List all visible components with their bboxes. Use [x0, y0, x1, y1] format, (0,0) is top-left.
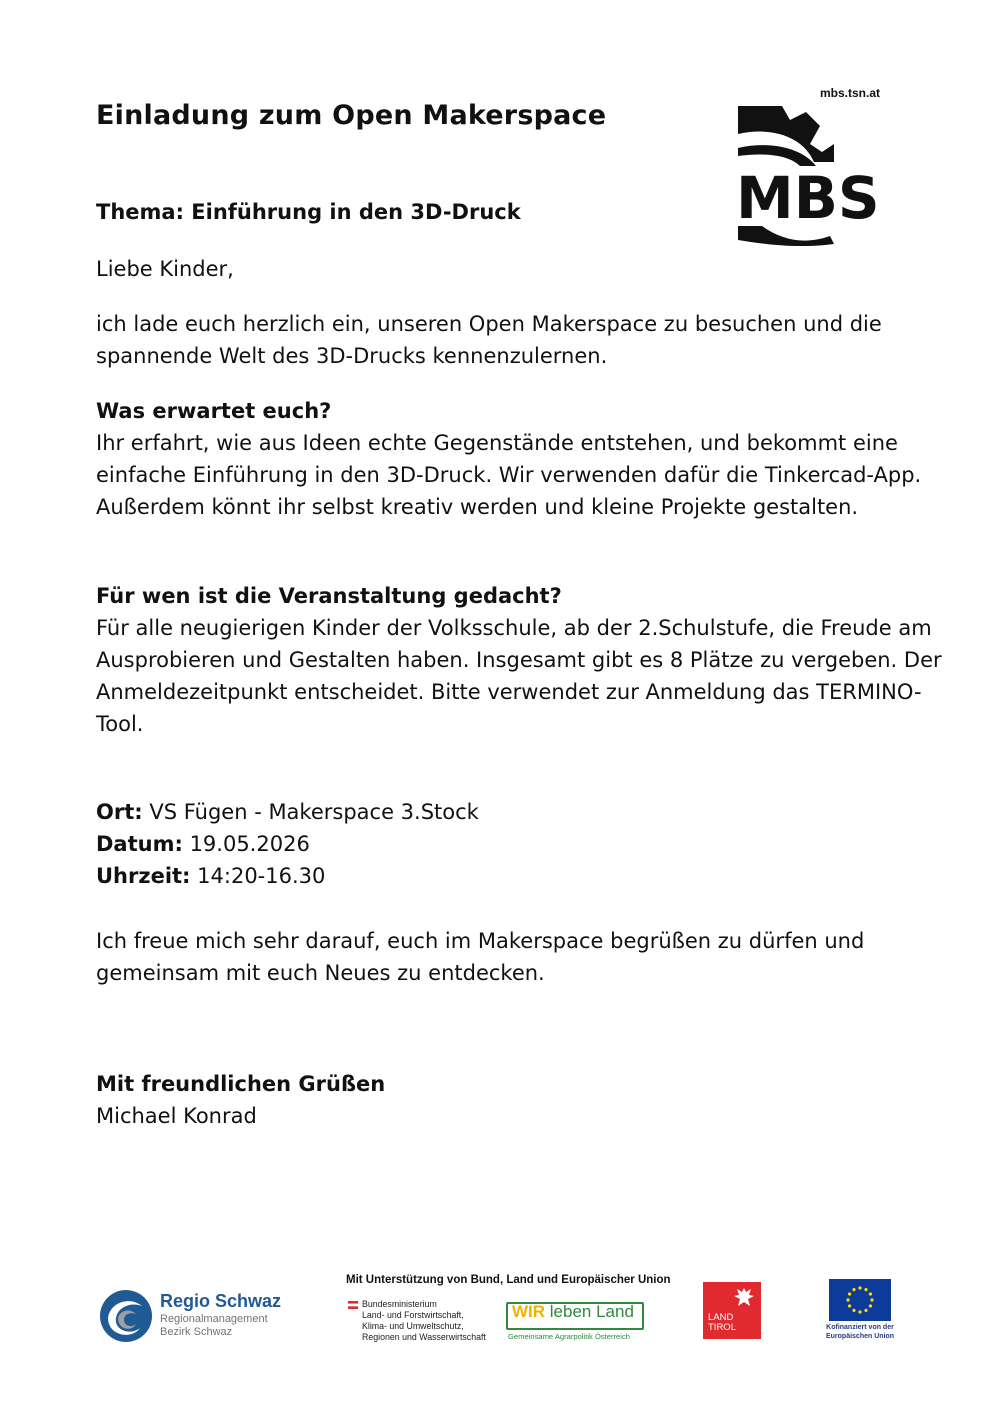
location-row [96, 796, 946, 828]
eu-cofinanced-logo [820, 1279, 900, 1345]
wir-subline: Gemeinsame Agrarpolitik Österreich [508, 1332, 630, 1341]
greeting: Liebe Kinder, [96, 257, 234, 281]
audience-paragraph: Für alle neugierigen Kinder der Volksschule, ab der 2.Schulstufe, die Freude am Ausprobieren und Gestalten haben. Insgesamt gibt es 8 Plätze zu vergeben. Der Anmeldezeitpunkt entscheidet. Bitte verwendet zur Anmeldung das TERMINO-Tool. [96, 616, 942, 736]
regio-schwaz-logo [98, 1286, 298, 1346]
support-line: Mit Unterstützung von Bund, Land und Europäischer Union [346, 1274, 671, 1286]
land-tirol-logo [703, 1282, 761, 1339]
intro-paragraph: ich lade euch herzlich ein, unseren Open Makerspace zu besuchen und die spannende Welt des 3D-Drucks kennenzulernen. [96, 312, 882, 368]
closing-paragraph: Ich freue mich sehr darauf, euch im Makerspace begrüßen zu dürfen und gemeinsam mit euch Neues zu entdecken. [96, 929, 865, 985]
date-row [96, 828, 946, 860]
regio-sub-2: Bezirk Schwaz [160, 1326, 233, 1338]
eu-caption-line-2: Europäischen Union [825, 1333, 895, 1340]
ministry-logo [346, 1298, 506, 1348]
expect-paragraph: Ihr erfahrt, wie aus Ideen echte Gegenstände entstehen, und bekommt eine einfache Einführung in den 3D-Druck. Wir verwenden dafür die Tinkercad-App. Außerdem könnt ihr selbst kreativ werden und kleine Projekte gestalten. [96, 431, 922, 519]
regio-name: Regio Schwaz [160, 1291, 282, 1311]
ministry-line-3: Klima- und Umweltschutz, [362, 1321, 464, 1331]
topic-heading: Thema: Einführung in den 3D-Druck [96, 200, 521, 224]
tirol-line-1: LAND [708, 1312, 734, 1323]
tirol-text [708, 1313, 736, 1333]
page-title: Einladung zum Open Makerspace [96, 100, 607, 131]
time-value: 14:20-16.30 [197, 864, 326, 888]
time-label: Uhrzeit: [96, 864, 191, 888]
eagle-icon [733, 1286, 755, 1310]
site-url: mbs.tsn.at [820, 86, 881, 100]
date-label: Datum: [96, 832, 183, 856]
wir-prefix: WIR [512, 1302, 546, 1321]
signature: Michael Konrad [96, 1104, 257, 1128]
time-row [96, 860, 946, 892]
ministry-line-1: Bundesministerium [362, 1299, 437, 1309]
wir-leben-land-logo [506, 1300, 656, 1344]
eu-flag-icon [829, 1279, 891, 1321]
eu-caption [820, 1323, 900, 1341]
eu-caption-line-1: Kofinanziert von der [826, 1324, 894, 1331]
location-label: Ort: [96, 800, 143, 824]
tirol-line-2: TIROL [708, 1322, 736, 1333]
date-value: 19.05.2026 [189, 832, 310, 856]
wir-logo-text [512, 1302, 634, 1322]
wir-rest: leben Land [549, 1302, 634, 1321]
regards: Mit freundlichen Grüßen [96, 1072, 386, 1096]
swirl-icon [98, 1288, 154, 1344]
austria-flag-icon [348, 1301, 358, 1309]
expect-heading: Was erwartet euch? [96, 399, 332, 423]
regio-sub-1: Regionalmanagement [160, 1313, 268, 1325]
ministry-line-4: Regionen und Wasserwirtschaft [362, 1332, 486, 1342]
location-value: VS Fügen - Makerspace 3.Stock [149, 800, 479, 824]
mbs-logo-text: MBS [736, 164, 880, 232]
audience-heading: Für wen ist die Veranstaltung gedacht? [96, 584, 562, 608]
ministry-line-2: Land- und Forstwirtschaft, [362, 1310, 464, 1320]
